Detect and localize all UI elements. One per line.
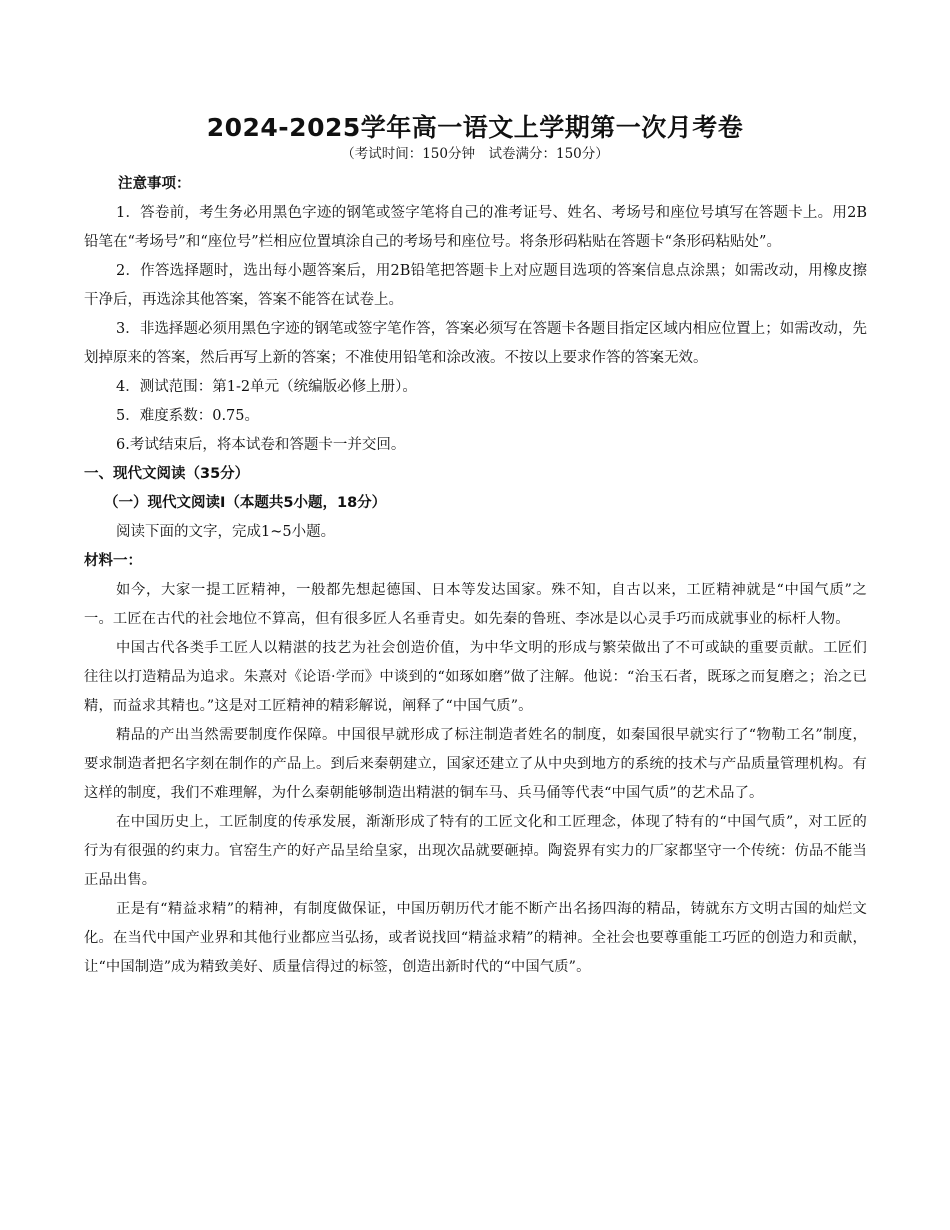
notice-item: 1．答卷前，考生务必用黑色字迹的钢笔或签字笔将自己的准考证号、姓名、考场号和座位号填写在答题卡上。用2B铅笔在“考场号”和“座位号”栏相应位置填涂自己的考场号和座位号。将条形码粘贴在答题卡“条形码粘贴处”。 bbox=[84, 205, 867, 250]
notice-item: 6.考试结束后，将本试卷和答题卡一并交回。 bbox=[116, 437, 406, 453]
notice-item: 3．非选择题必须用黑色字迹的钢笔或签字笔作答，答案必须写在答题卡各题目指定区域内相应位置上；如需改动，先划掉原来的答案，然后再写上新的答案；不准使用铅笔和涂改液。不按以上要求作答的答案无效。 bbox=[84, 321, 867, 366]
exam-subtitle: （考试时间：150分钟 试卷满分：150分） bbox=[341, 146, 609, 162]
section-heading: 一、现代文阅读（35分） bbox=[84, 466, 250, 482]
notice-item: 2．作答选择题时，选出每小题答案后，用2B铅笔把答题卡上对应题目选项的答案信息点涂黑；如需改动，用橡皮擦干净后，再选涂其他答案，答案不能答在试卷上。 bbox=[84, 263, 867, 308]
material-label: 材料一： bbox=[84, 553, 142, 569]
notice-item: 4．测试范围：第1-2单元（统编版必修上册）。 bbox=[116, 379, 417, 395]
article-paragraph: 如今，大家一提工匠精神，一般都先想起德国、日本等发达国家。殊不知，自古以来，工匠精神就是“中国气质”之一。工匠在古代的社会地位不算高，但有很多匠人名垂青史。如先秦的鲁班、李冰是以心灵手巧而成就事业的标杆人物。 bbox=[84, 582, 867, 627]
reading-instruction: 阅读下面的文字，完成1~5小题。 bbox=[116, 524, 336, 540]
exam-content bbox=[84, 170, 867, 982]
article-paragraph: 精品的产出当然需要制度作保障。中国很早就形成了标注制造者姓名的制度，如秦国很早就实行了“物勒工名”制度，要求制造者把名字刻在制作的产品上。到后来秦朝建立，国家还建立了从中央到地方的系统的技术与产品质量管理机构。有这样的制度，我们不难理解，为什么秦朝能够制造出精湛的铜车马、兵马俑等代表“中国气质”的艺术品了。 bbox=[84, 727, 867, 801]
subsection-heading: （一）现代文阅读Ⅰ（本题共5小题，18分） bbox=[104, 495, 387, 511]
notice-item: 5．难度系数：0.75。 bbox=[116, 408, 260, 424]
article-paragraph: 正是有“精益求精”的精神，有制度做保证，中国历朝历代才能不断产出名扬四海的精品，铸就东方文明古国的灿烂文化。在当代中国产业界和其他行业都应当弘扬，或者说找回“精益求精”的精神。全社会也要尊重能工巧匠的创造力和贡献，让“中国制造”成为精致美好、质量信得过的标签，创造出新时代的“中国气质”。 bbox=[84, 901, 867, 975]
article-paragraph: 在中国历史上，工匠制度的传承发展，渐渐形成了特有的工匠文化和工匠理念，体现了特有的“中国气质”，对工匠的行为有很强的约束力。官窑生产的好产品呈给皇家，出现次品就要砸掉。陶瓷界有实力的厂家都坚守一个传统：仿品不能当正品出售。 bbox=[84, 814, 867, 888]
article-paragraph: 中国古代各类手工匠人以精湛的技艺为社会创造价值，为中华文明的形成与繁荣做出了不可或缺的重要贡献。工匠们往往以打造精品为追求。朱熹对《论语·学而》中谈到的“如琢如磨”做了注解。他说：“治玉石者，既琢之而复磨之；治之已精，而益求其精也。”这是对工匠精神的精彩解说，阐释了“中国气质”。 bbox=[84, 640, 867, 714]
exam-title: 2024-2025学年高一语文上学期第一次月考卷 bbox=[206, 113, 744, 142]
notice-heading: 注意事项： bbox=[118, 176, 191, 192]
